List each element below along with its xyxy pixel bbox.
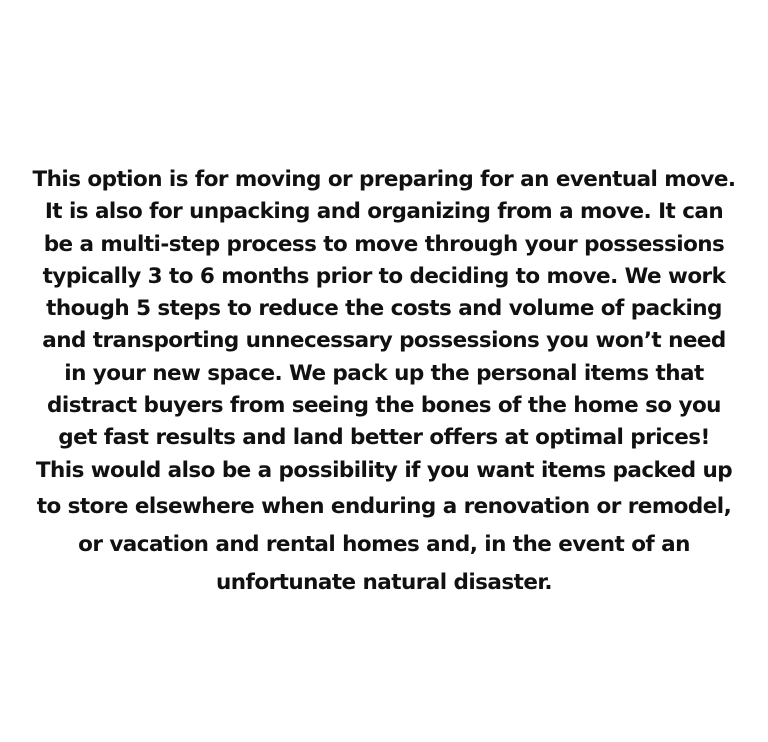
text-line: or vacation and rental homes and, in the event of an — [78, 531, 690, 557]
text-line: though 5 steps to reduce the costs and volume of packing — [46, 296, 722, 322]
text-line: unfortunate natural disaster. — [216, 569, 552, 595]
body-text — [20, 164, 748, 602]
text-line: This option is for moving or preparing for an eventual move. — [32, 167, 736, 192]
text-line: get fast results and land better offers at optimal prices! — [58, 425, 710, 451]
text-line: This would also be a possibility if you want items packed up — [35, 457, 733, 483]
text-line: be a multi-step process to move through your possessions — [43, 231, 725, 257]
text-line: It is also for unpacking and organizing from a move. It can — [44, 199, 724, 225]
text-line: and transporting unnecessary possessions you won’t need — [42, 328, 726, 354]
text-line: to store elsewhere when enduring a renovation or remodel, — [36, 493, 732, 519]
text-line: distract buyers from seeing the bones of the home so you — [47, 393, 721, 419]
text-line: in your new space. We pack up the personal items that — [64, 360, 704, 386]
text-line: typically 3 to 6 months prior to deciding to move. We work — [42, 263, 726, 289]
